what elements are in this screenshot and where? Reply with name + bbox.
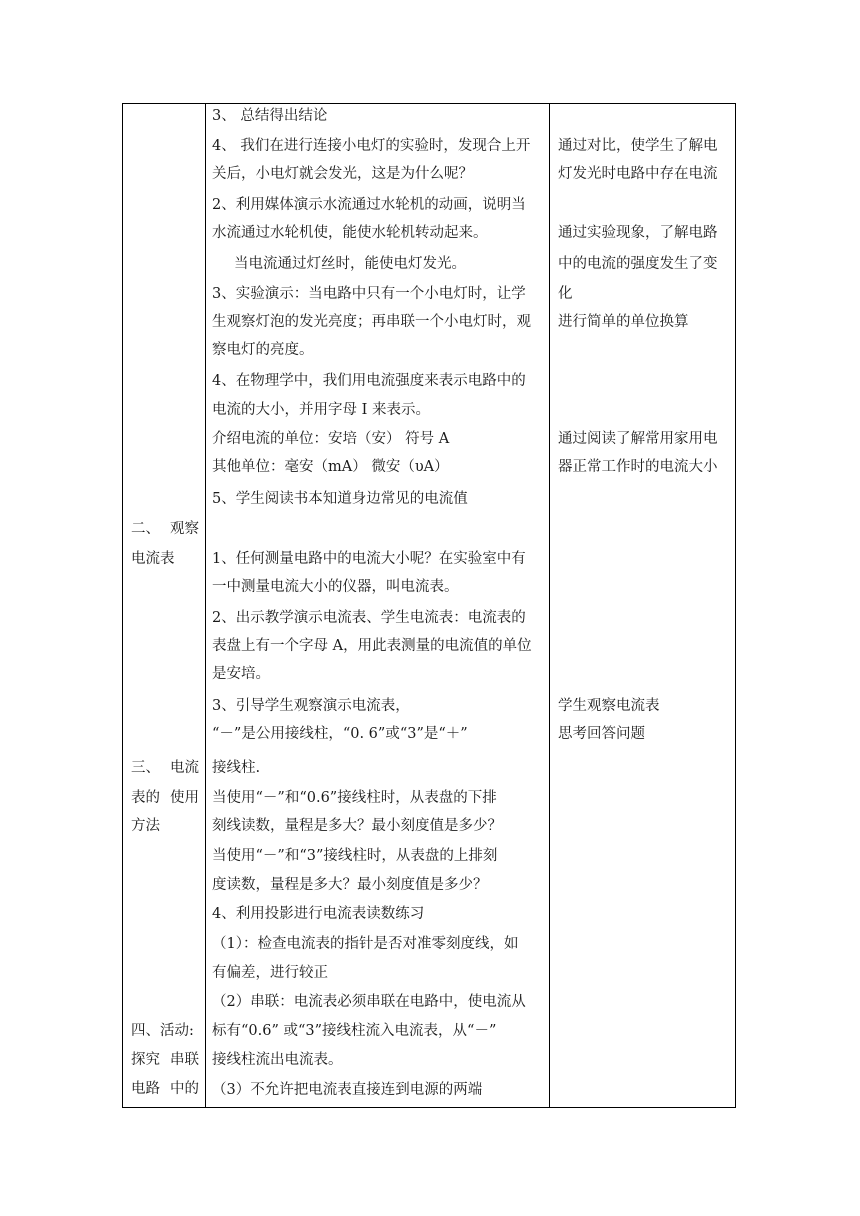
content-line: 水流通过水轮机使，能使水轮机转动起来。: [212, 225, 488, 241]
intent-line: 通过阅读了解常用家用电: [558, 431, 718, 447]
intent-line: 通过对比，使学生了解电: [558, 138, 718, 154]
content-line: 关后，小电灯就会发光，这是为什么呢？: [212, 166, 473, 182]
content-line: 当使用“－”和“0.6”接线柱时，从表盘的下排: [212, 790, 497, 806]
section-heading-line: 电路 中的: [131, 1081, 199, 1097]
content-line: 介绍电流的单位：安培（安） 符号 A: [212, 431, 450, 447]
section-heading-line: 表的 使用: [131, 790, 199, 806]
content-line: （1）：检查电流表的指针是否对准零刻度线，如: [212, 936, 519, 952]
content-line: 当电流通过灯丝时，能使电灯发光。: [234, 256, 466, 272]
content-line: 是安培。: [212, 666, 270, 682]
intent-line: 器正常工作时的电流大小: [558, 459, 718, 475]
content-line: 5、学生阅读书本知道身边常见的电流值: [212, 491, 468, 507]
lesson-table: [122, 103, 736, 1108]
content-line: 其他单位：毫安（mA） 微安（υA）: [212, 459, 449, 475]
design-intent-column: [549, 104, 736, 1107]
content-line: 当使用“－”和“3”接线柱时，从表盘的上排刻: [212, 848, 498, 864]
intent-line: 中的电流的强度发生了变: [558, 256, 718, 272]
section-heading-line: 二、 观察: [131, 521, 199, 537]
content-line: 2、利用媒体演示水流通过水轮机的动画，说明当: [212, 197, 526, 213]
content-line: 刻线读数，量程是多大？最小刻度值是多少？: [212, 818, 502, 834]
section-heading-line: 探究 串联: [131, 1052, 199, 1068]
intent-line: 化: [558, 286, 573, 302]
content-line: 电流的大小，并用字母 I 来表示。: [212, 402, 430, 418]
content-line: 1、任何测量电路中的电流大小呢？在实验室中有: [212, 551, 526, 567]
content-line: 接线柱.: [212, 760, 261, 776]
content-line: 4、 我们在进行连接小电灯的实验时，发现合上开: [212, 138, 531, 154]
section-heading-line: 四、活动:: [131, 1023, 194, 1039]
intent-line: 进行简单的单位换算: [558, 314, 689, 330]
content-line: （2）串联：电流表必须串联在电路中，使电流从: [212, 994, 526, 1010]
content-line: 生观察灯泡的发光亮度；再串联一个小电灯时，观: [212, 314, 531, 330]
intent-line: 通过实验现象，了解电路: [558, 225, 718, 241]
content-line: 4、利用投影进行电流表读数练习: [212, 906, 425, 922]
section-column: [123, 104, 205, 1107]
content-line: 3、 总结得出结论: [212, 108, 328, 124]
section-heading-line: 三、 电流: [131, 760, 199, 776]
content-line: 标有“0.6” 或“3”接线柱流入电流表，从“－”: [212, 1023, 497, 1039]
intent-line: 思考回答问题: [558, 726, 645, 742]
content-line: 一中测量电流大小的仪器，叫电流表。: [212, 579, 459, 595]
content-line: 3、引导学生观察演示电流表，: [212, 698, 410, 714]
section-heading-line: 电流表: [131, 551, 175, 567]
intent-line: 灯发光时电路中存在电流: [558, 166, 718, 182]
intent-line: 学生观察电流表: [558, 698, 660, 714]
content-line: 有偏差，进行较正: [212, 965, 328, 981]
content-line: （3）不允许把电流表直接连到电源的两端: [212, 1082, 483, 1098]
content-line: 表盘上有一个字母 A，用此表测量的电流值的单位: [212, 638, 532, 654]
content-line: 接线柱流出电流表。: [212, 1052, 343, 1068]
section-heading-line: 方法: [131, 818, 160, 834]
content-line: 察电灯的亮度。: [212, 342, 314, 358]
content-line: “－”是公用接线柱，“0. 6”或“3”是“＋”: [212, 726, 468, 742]
content-line: 2、出示教学演示电流表、学生电流表：电流表的: [212, 610, 526, 626]
content-line: 度读数，量程是多大？最小刻度值是多少？: [212, 877, 488, 893]
content-line: 4、在物理学中，我们用电流强度来表示电路中的: [212, 373, 526, 389]
content-line: 3、实验演示：当电路中只有一个小电灯时，让学: [212, 286, 526, 302]
teaching-process-column: [205, 104, 549, 1107]
